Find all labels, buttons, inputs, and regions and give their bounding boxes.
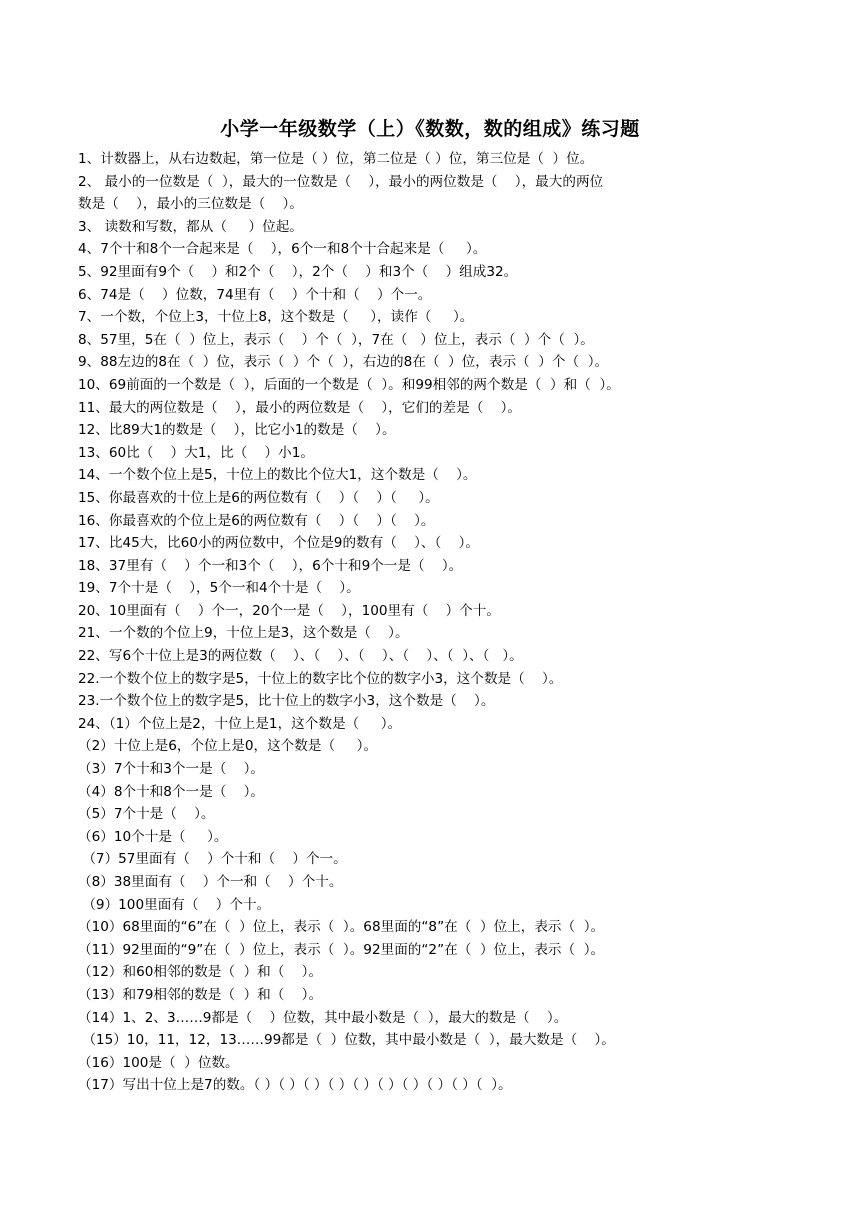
question-line: 20、10里面有（ ）个一，20个一是（ ），100里有（ ）个十。 bbox=[78, 602, 500, 619]
question-line: 6、74是（ ）位数，74里有（ ）个十和（ ）个一。 bbox=[78, 286, 432, 303]
question-line: 8、57里，5在（ ）位上，表示（ ）个（ ），7在（ ）位上，表示（ ）个（ ）。 bbox=[78, 331, 594, 348]
question-line: （12）和60相邻的数是（ ）和（ ）。 bbox=[78, 964, 323, 981]
question-line: 3、 读数和写数，都从（ ）位起。 bbox=[78, 218, 303, 235]
question-line: 15、你最喜欢的十位上是6的两位数有（ ）（ ）（ ）。 bbox=[78, 489, 439, 506]
question-line: 5、92里面有9个（ ）和2个（ ），2个（ ）和3个（ ）组成32。 bbox=[78, 263, 518, 280]
question-line: 21、一个数的个位上9，十位上是3，这个数是（ ）。 bbox=[78, 625, 409, 642]
question-line: 22、写6个十位上是3的两位数（ ）、（ ）、（ ）、（ ）、（ ）、（ ）。 bbox=[78, 648, 523, 665]
question-line: 1、计数器上，从右边数起，第一位是（ ）位，第二位是（ ）位，第三位是（ ）位。 bbox=[78, 151, 594, 167]
question-line: 18、37里有（ ）个一和3个（ ），6个十和9个一是（ ）。 bbox=[78, 557, 463, 574]
question-line: （11）92里面的“9”在（ ）位上，表示（ ）。92里面的“2”在（ ）位上，表示（ ）。 bbox=[78, 941, 605, 958]
question-line: 17、比45大，比60小的两位数中，个位是9的数有（ ）、（ ）。 bbox=[78, 535, 479, 552]
question-line: 10、69前面的一个数是（ ），后面的一个数是（ ）。和99相邻的两个数是（ ）和（ ）。 bbox=[78, 376, 620, 393]
question-line: 4、7个十和8个一合起来是（ ），6个一和8个十合起来是（ ）。 bbox=[78, 241, 487, 258]
question-line: （9）100里面有（ ）个十。 bbox=[78, 896, 271, 913]
question-line: （17）写出十位上是7的数。（ ）（ ）（ ）（ ）（ ）（ ）（ ）（ ）（ ）（ ）。 bbox=[78, 1077, 512, 1094]
question-line: （2）十位上是6，个位上是0，这个数是（ ）。 bbox=[78, 738, 378, 755]
question-line: 11、最大的两位数是（ ），最小的两位数是（ ），它们的差是（ ）。 bbox=[78, 399, 521, 416]
question-line: 22.一个数个位上的数字是5，十位上的数字比个位的数字小3，这个数是（ ）。 bbox=[78, 670, 563, 687]
question-line: 数是（ ），最小的三位数是（ ）。 bbox=[78, 196, 303, 213]
question-line: （16）100是（ ）位数。 bbox=[78, 1054, 239, 1071]
question-line: （7）57里面有（ ）个十和（ ）个一。 bbox=[78, 851, 347, 868]
question-line: （5）7个十是（ ）。 bbox=[78, 806, 215, 823]
question-line: 16、你最喜欢的个位上是6的两位数有（ ）（ ）（ ）。 bbox=[78, 512, 435, 529]
question-line: 24、（1）个位上是2，十位上是1，这个数是（ ）。 bbox=[78, 715, 402, 732]
question-line: （4）8个十和8个一是（ ）。 bbox=[78, 783, 264, 800]
question-line: （13）和79相邻的数是（ ）和（ ）。 bbox=[78, 986, 323, 1003]
question-line: （10）68里面的“6”在（ ）位上，表示（ ）。68里面的“8”在（ ）位上，表示（ ）。 bbox=[78, 919, 605, 936]
question-line: 19、7个十是（ ），5个一和4个十是（ ）。 bbox=[78, 580, 360, 597]
question-line: （15）10，11，12，13……99都是（ ）位数，其中最小数是（ ），最大数是（ ）。 bbox=[78, 1032, 615, 1049]
question-list bbox=[78, 148, 784, 1097]
question-line: （14）1、2、3……9都是（ ）位数，其中最小数是（ ），最大的数是（ ）。 bbox=[78, 1009, 568, 1026]
question-line: 14、一个数个位上是5，十位上的数比个位大1，这个数是（ ）。 bbox=[78, 467, 477, 484]
question-line: 9、88左边的8在（ ）位，表示（ ）个（ ），右边的8在（ ）位，表示（ ）个（ ）。 bbox=[78, 354, 609, 371]
page-title: 小学一年级数学（上）《数数，数的组成》练习题 bbox=[220, 118, 640, 140]
question-line: 23.一个数个位上的数字是5，比十位上的数字小3，这个数是（ ）。 bbox=[78, 693, 495, 710]
question-line: （8）38里面有（ ）个一和（ ）个十。 bbox=[78, 874, 343, 890]
question-line: 7、一个数，个位上3，十位上8，这个数是（ ），读作（ ）。 bbox=[78, 309, 474, 326]
question-line: 13、60比（ ）大1，比（ ）小1。 bbox=[78, 444, 314, 461]
question-line: 2、 最小的一位数是（ ），最大的一位数是（ ），最小的两位数是（ ），最大的两位 bbox=[78, 173, 604, 190]
question-line: （6）10个十是（ ）。 bbox=[78, 828, 228, 845]
question-line: 12、比89大1的数是（ ），比它小1的数是（ ）。 bbox=[78, 422, 396, 439]
question-line: （3）7个十和3个一是（ ）。 bbox=[78, 761, 264, 778]
